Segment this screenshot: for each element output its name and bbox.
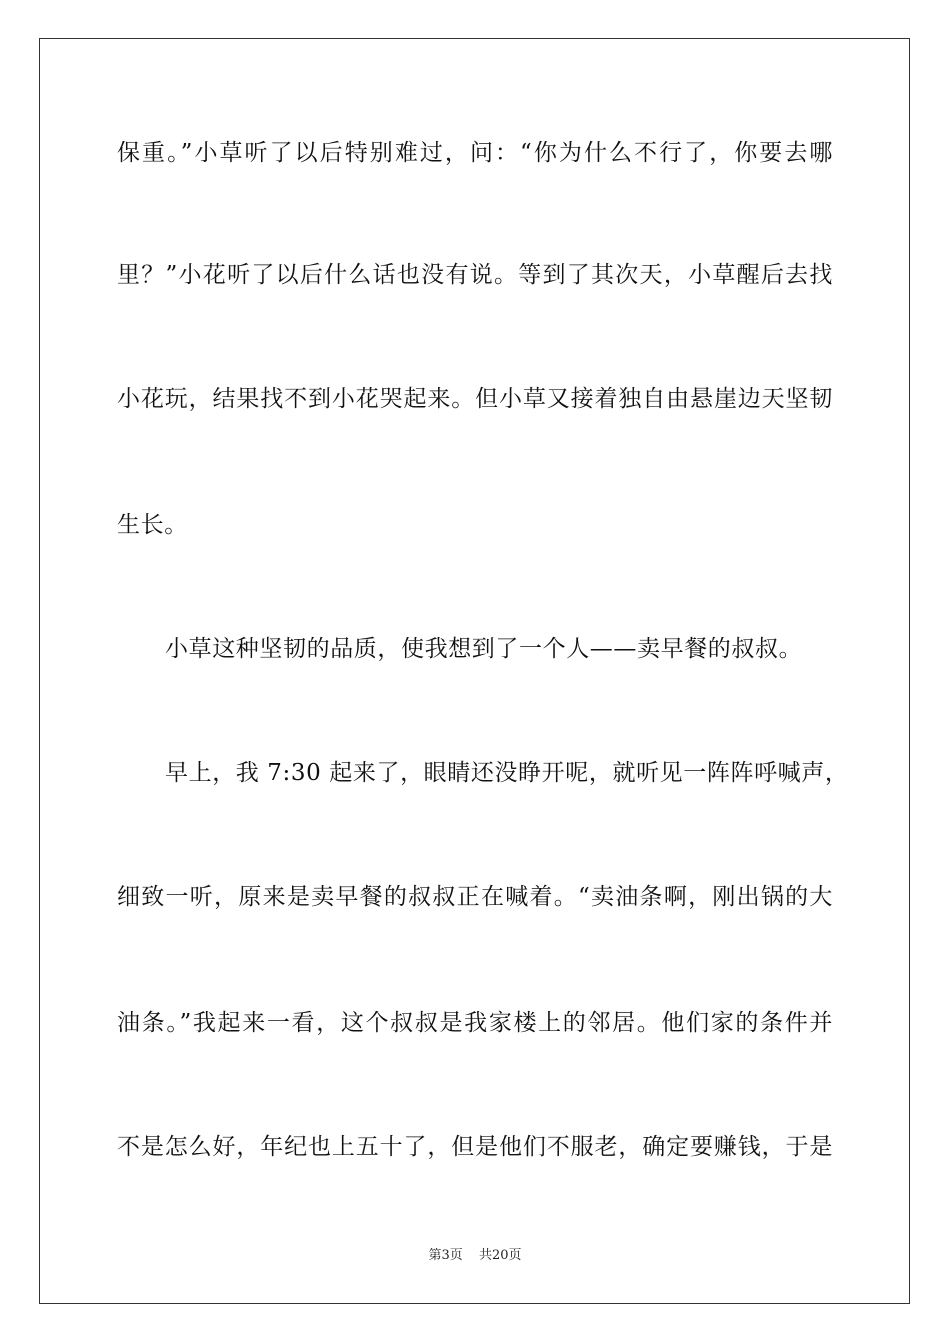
paragraph-line: 早上，我 7:30 起来了，眼睛还没睁开呢，就听见一阵阵呼喊声， <box>165 760 849 786</box>
paragraph-line: 生长。 <box>117 512 188 538</box>
paragraph-line: 里？”小花听了以后什么话也没有说。等到了其次天，小草醒后去找 <box>117 262 833 288</box>
page-border <box>39 38 910 1304</box>
paragraph-line: 油条。”我起来一看，这个叔叔是我家楼上的邻居。他们家的条件并 <box>117 1010 833 1036</box>
paragraph-line: 保重。”小草听了以后特别难过，问：“你为什么不行了，你要去哪 <box>117 140 833 166</box>
page-footer <box>0 1247 950 1265</box>
paragraph-line: 不是怎么好，年纪也上五十了，但是他们不服老，确定要赚钱，于是 <box>117 1134 833 1160</box>
page-number: 第3页 <box>428 1248 463 1263</box>
paragraph-line: 小花玩，结果找不到小花哭起来。但小草又接着独自由悬崖边天坚韧 <box>117 386 833 412</box>
page-total: 共20页 <box>478 1248 522 1263</box>
paragraph-line: 小草这种坚韧的品质，使我想到了一个人——卖早餐的叔叔。 <box>165 636 803 662</box>
paragraph-line: 细致一听，原来是卖早餐的叔叔正在喊着。“卖油条啊，刚出锅的大 <box>117 884 833 910</box>
